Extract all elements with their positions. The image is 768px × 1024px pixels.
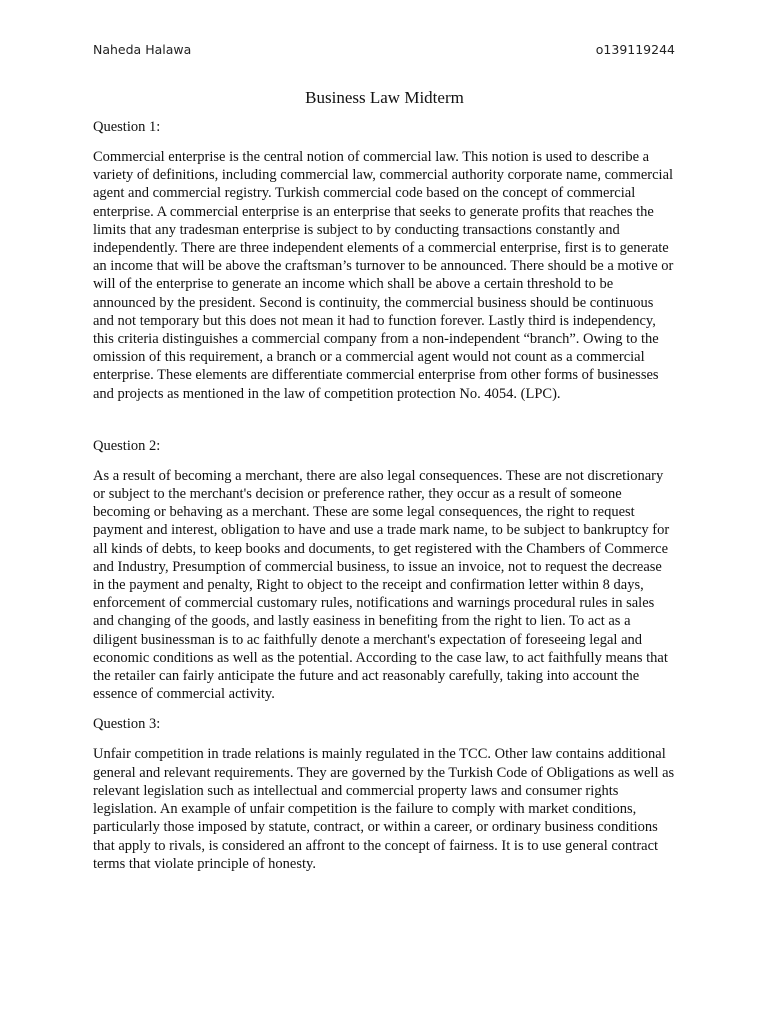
question-2-heading: Question 2: (93, 437, 161, 454)
section-question-2 (93, 437, 676, 704)
document-body (93, 86, 676, 873)
document-title: Business Law Midterm (305, 88, 464, 107)
section-question-3 (93, 715, 676, 872)
section-question-1 (93, 118, 676, 403)
header-author-name: Naheda Halawa (93, 42, 192, 57)
question-1-heading: Question 1: (93, 119, 161, 135)
question-1-answer: Commercial enterprise is the central notion of commercial law. This notion is used to describe a variety of definitions, including commercial law, commercial authority corporate name, commercial agent and commercial registry. Turkish commercial code based on the concept of commercial enterprise. A commercial enterprise is an enterprise that seeks to generate profits that reaches the limits that any tradesman enterprise is subject to by conducting transactions constantly and independently. There are three independent elements of a commercial enterprise, first is to generate an income that will be above the craftsman’s turnover to be announced. There should be a motive or will of the enterprise to generate an income which shall be above a certain threshold to be announced by the president. Second is continuity, the commercial business should be continuous and not temporary but this does not mean it had to function forever. Lastly third is independency, this criteria distinguishes a commercial company from a non-independent “branch”. Owing to the omission of this requirement, a branch or a commercial agent would not count as a commercial enterprise. These elements are differentiate commercial enterprise from other forms of businesses and projects as mentioned in the law of competition protection No. 4054. (LPC). (93, 149, 674, 402)
question-2-answer: As a result of becoming a merchant, there are also legal consequences. These are not discretionary or subject to the merchant's decision or preference rather, they occur as a result of someone becoming or behaving as a merchant. These are some legal consequences, the right to request payment and interest, obligation to have and use a trade mark name, to be subject to bankruptcy for all kinds of debts, to keep books and documents, to get registered with the Chambers of Commerce and Industry, Presumption of commercial business, to issue an invoice, not to request the decrease in the payment and penalty, Right to object to the receipt and confirmation letter within 8 days, enforcement of commercial customary rules, notifications and warnings procedural rules in sales and changing of the goods, and lastly easiness in benefiting from the right to lien. To act as a diligent businessman is to ac faithfully denote a merchant's expectation of foreseeing legal and economic conditions as well as the potential. According to the case law, to act faithfully means that the retailer can fairly anticipate the future and act reasonably carefully, taking into account the essence of commercial activity. (93, 467, 670, 703)
question-3-heading: Question 3: (93, 716, 161, 733)
question-3-answer: Unfair competition in trade relations is mainly regulated in the TCC. Other law contains additional general and relevant requirements. They are governed by the Turkish Code of Obligations as well as relevant legislation such as intellectual and commercial property laws and consumer rights legislation. An example of unfair competition is the failure to comply with market conditions, particularly those imposed by statute, contract, or within a career, or ordinary business conditions that apply to rivals, is considered an affront to the concept of fairness. It is to use general contract terms that violate principle of honesty. (93, 746, 675, 872)
header-student-id: o139119244 (595, 42, 675, 57)
